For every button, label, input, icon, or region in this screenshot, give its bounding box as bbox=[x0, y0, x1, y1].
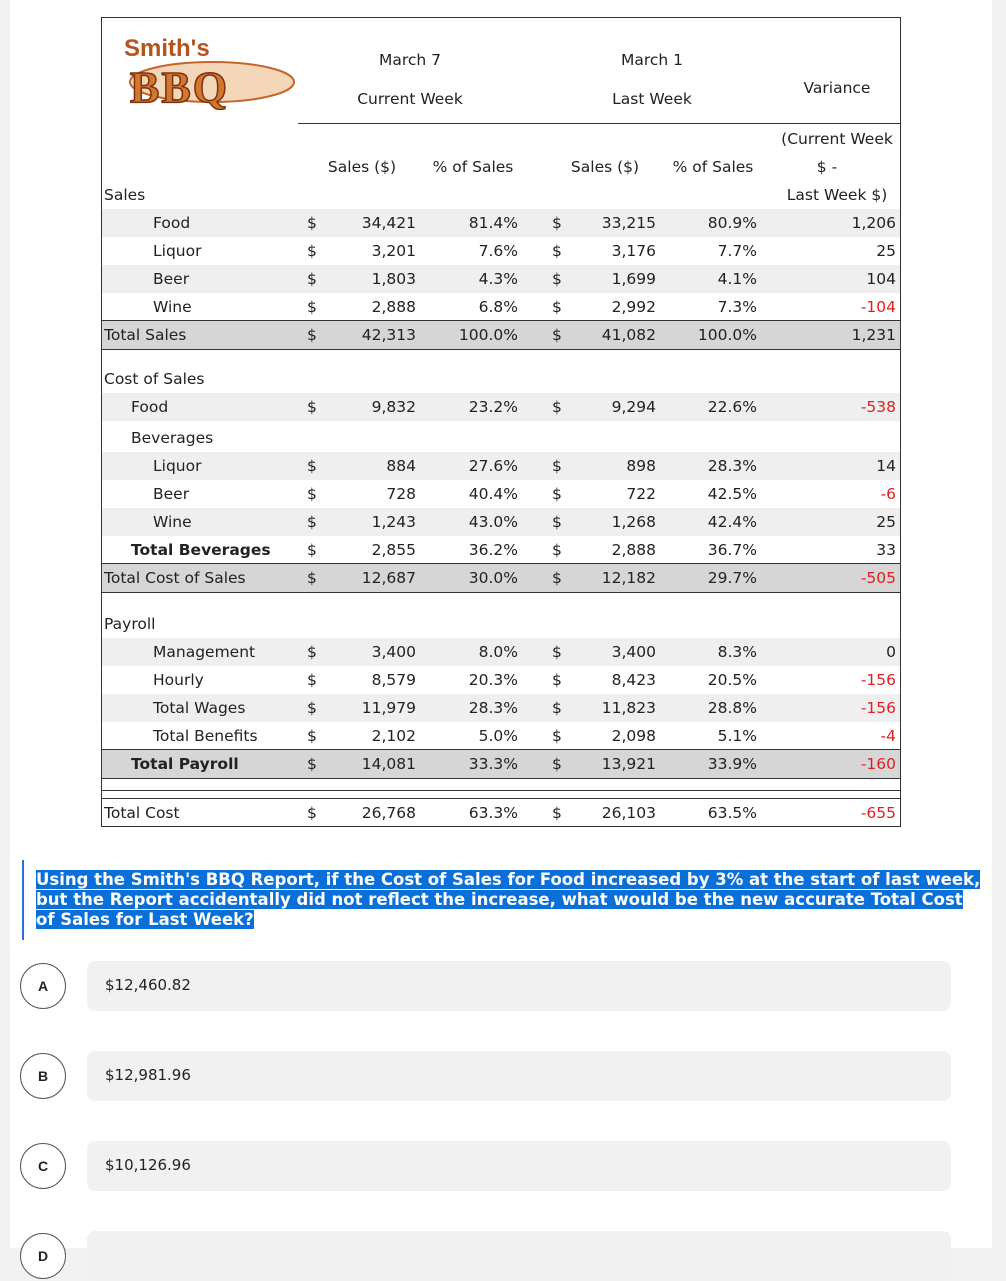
current-sales-cos_liquor: 884 bbox=[386, 457, 416, 475]
last-pct-total_sales: 100.0% bbox=[697, 326, 757, 344]
variance-total_cos: -505 bbox=[860, 569, 896, 587]
last-pct-cos_liquor: 28.3% bbox=[707, 457, 757, 475]
variance-header: Variance bbox=[803, 79, 871, 97]
last-sales-cos_liquor: 898 bbox=[626, 457, 656, 475]
current-sales-wine: 2,888 bbox=[371, 298, 416, 316]
currency-symbol: $ bbox=[307, 298, 317, 316]
currency-symbol: $ bbox=[552, 485, 562, 503]
currency-symbol: $ bbox=[307, 242, 317, 260]
current-sales-management: 3,400 bbox=[371, 643, 416, 661]
currency-symbol: $ bbox=[552, 671, 562, 689]
current-sales-liquor: 3,201 bbox=[371, 242, 416, 260]
currency-symbol: $ bbox=[552, 699, 562, 717]
current-sales-hourly: 8,579 bbox=[371, 671, 416, 689]
last-sales-total_wages: 11,823 bbox=[601, 699, 656, 717]
current-sales-cos_wine: 1,243 bbox=[371, 513, 416, 531]
row-label-cos_wine: Wine bbox=[153, 513, 192, 531]
currency-symbol: $ bbox=[552, 242, 562, 260]
row-label-total_sales: Total Sales bbox=[104, 326, 187, 344]
section-payroll: Payroll bbox=[104, 615, 156, 633]
current-pct-management: 8.0% bbox=[478, 643, 518, 661]
currency-symbol: $ bbox=[552, 457, 562, 475]
currency-symbol: $ bbox=[307, 513, 317, 531]
variance-total_bev: 33 bbox=[876, 541, 896, 559]
current-date-header: March 7 bbox=[378, 51, 442, 69]
last-sales-cos_food: 9,294 bbox=[611, 398, 656, 416]
last-sales-total_benefits: 2,098 bbox=[611, 727, 656, 745]
row-label-total_cos: Total Cost of Sales bbox=[104, 569, 246, 587]
current-pct-food: 81.4% bbox=[468, 214, 518, 232]
current-pct-total_payroll: 33.3% bbox=[468, 755, 518, 773]
current-sales-cos_food: 9,832 bbox=[371, 398, 416, 416]
option-c[interactable] bbox=[87, 1141, 951, 1191]
currency-symbol: $ bbox=[552, 214, 562, 232]
last-sales-total_payroll: 13,921 bbox=[601, 755, 656, 773]
current-sales-total_benefits: 2,102 bbox=[371, 727, 416, 745]
currency-symbol: $ bbox=[307, 457, 317, 475]
current-sales-total_cost: 26,768 bbox=[361, 804, 416, 822]
row-label-cos_beer: Beer bbox=[153, 485, 190, 503]
currency-symbol: $ bbox=[307, 755, 317, 773]
last-pct-total_cos: 29.7% bbox=[707, 569, 757, 587]
last-pct-cos_beer: 42.5% bbox=[707, 485, 757, 503]
option-d-letter[interactable]: D bbox=[20, 1233, 66, 1279]
row-label-hourly: Hourly bbox=[153, 671, 204, 689]
current-week-header: Current Week bbox=[357, 90, 463, 108]
last-sales-beer: 1,699 bbox=[611, 270, 656, 288]
currency-symbol: $ bbox=[307, 804, 317, 822]
variance-cos_beer: -6 bbox=[880, 485, 896, 503]
total-cost-line bbox=[102, 798, 900, 799]
last-week-header: Last Week bbox=[612, 90, 692, 108]
last-pct-food: 80.9% bbox=[707, 214, 757, 232]
variance-total_wages: -156 bbox=[860, 699, 896, 717]
currency-symbol: $ bbox=[552, 541, 562, 559]
current-pct-hourly: 20.3% bbox=[468, 671, 518, 689]
option-d[interactable] bbox=[87, 1231, 951, 1281]
currency-symbol: $ bbox=[307, 326, 317, 344]
currency-symbol: $ bbox=[307, 671, 317, 689]
section-cost-of-sales: Cost of Sales bbox=[104, 370, 205, 388]
currency-symbol: $ bbox=[307, 398, 317, 416]
currency-symbol: $ bbox=[307, 485, 317, 503]
row-label-total_bev: Total Beverages bbox=[131, 541, 271, 559]
row-label-food: Food bbox=[153, 214, 191, 232]
currency-symbol: $ bbox=[307, 727, 317, 745]
option-b-text: $12,981.96 bbox=[105, 1066, 191, 1084]
variance-liquor: 25 bbox=[876, 242, 896, 260]
row-label-liquor: Liquor bbox=[153, 242, 202, 260]
variance-total_cost: -655 bbox=[860, 804, 896, 822]
last-sales-cos_beer: 722 bbox=[626, 485, 656, 503]
variance-wine: -104 bbox=[860, 298, 896, 316]
total-cost-top-line bbox=[102, 790, 900, 791]
current-pct-total_wages: 28.3% bbox=[468, 699, 518, 717]
question-highlight: Using the Smith's BBQ Report, if the Cost of Sales for Food increased by 3% at the start of last week, but the Report accidentally did not reflect the increase, what would be the new accurate Total Cost of Sales for Last Week? bbox=[36, 870, 981, 929]
col-sales-current: Sales ($) bbox=[327, 158, 397, 176]
option-a-text: $12,460.82 bbox=[105, 976, 191, 994]
last-pct-total_bev: 36.7% bbox=[707, 541, 757, 559]
row-label-wine: Wine bbox=[153, 298, 192, 316]
last-pct-hourly: 20.5% bbox=[707, 671, 757, 689]
row-label-total_wages: Total Wages bbox=[153, 699, 246, 717]
currency-symbol: $ bbox=[552, 298, 562, 316]
current-pct-total_bev: 36.2% bbox=[468, 541, 518, 559]
option-c-text: $10,126.96 bbox=[105, 1156, 191, 1174]
currency-symbol: $ bbox=[552, 398, 562, 416]
variance-sub-2: $ - bbox=[816, 158, 838, 176]
option-a-letter[interactable]: A bbox=[20, 963, 66, 1009]
variance-food: 1,206 bbox=[851, 214, 896, 232]
variance-cos_wine: 25 bbox=[876, 513, 896, 531]
current-sales-total_wages: 11,979 bbox=[361, 699, 416, 717]
current-pct-cos_food: 23.2% bbox=[468, 398, 518, 416]
currency-symbol: $ bbox=[552, 804, 562, 822]
section-sales: Sales bbox=[104, 186, 146, 204]
row-label-cos_liquor: Liquor bbox=[153, 457, 202, 475]
last-sales-liquor: 3,176 bbox=[611, 242, 656, 260]
currency-symbol: $ bbox=[307, 541, 317, 559]
row-label-total_benefits: Total Benefits bbox=[153, 727, 258, 745]
option-b-letter[interactable]: B bbox=[20, 1053, 66, 1099]
current-sales-food: 34,421 bbox=[361, 214, 416, 232]
last-pct-total_payroll: 33.9% bbox=[707, 755, 757, 773]
currency-symbol: $ bbox=[307, 643, 317, 661]
last-pct-total_wages: 28.8% bbox=[707, 699, 757, 717]
variance-total_payroll: -160 bbox=[860, 755, 896, 773]
variance-cos_liquor: 14 bbox=[876, 457, 896, 475]
last-sales-total_bev: 2,888 bbox=[611, 541, 656, 559]
variance-sub-3: Last Week $) bbox=[786, 186, 888, 204]
current-pct-cos_wine: 43.0% bbox=[468, 513, 518, 531]
current-sales-beer: 1,803 bbox=[371, 270, 416, 288]
currency-symbol: $ bbox=[552, 643, 562, 661]
last-pct-cos_wine: 42.4% bbox=[707, 513, 757, 531]
currency-symbol: $ bbox=[307, 214, 317, 232]
last-pct-wine: 7.3% bbox=[717, 298, 757, 316]
last-sales-total_cost: 26,103 bbox=[601, 804, 656, 822]
row-label-management: Management bbox=[153, 643, 256, 661]
smiths-bbq-logo bbox=[120, 26, 300, 110]
current-pct-cos_beer: 40.4% bbox=[468, 485, 518, 503]
bbq-report-table bbox=[101, 17, 901, 827]
currency-symbol: $ bbox=[307, 270, 317, 288]
last-sales-total_sales: 41,082 bbox=[601, 326, 656, 344]
current-pct-total_cost: 63.3% bbox=[468, 804, 518, 822]
currency-symbol: $ bbox=[307, 569, 317, 587]
currency-symbol: $ bbox=[552, 569, 562, 587]
last-sales-wine: 2,992 bbox=[611, 298, 656, 316]
col-pct-current: % of Sales bbox=[432, 158, 514, 176]
current-pct-cos_liquor: 27.6% bbox=[468, 457, 518, 475]
current-pct-total_cos: 30.0% bbox=[468, 569, 518, 587]
row-label-total_cost: Total Cost bbox=[104, 804, 180, 822]
last-sales-cos_wine: 1,268 bbox=[611, 513, 656, 531]
variance-management: 0 bbox=[886, 643, 896, 661]
currency-symbol: $ bbox=[552, 755, 562, 773]
current-pct-liquor: 7.6% bbox=[478, 242, 518, 260]
variance-sub-1: (Current Week bbox=[781, 130, 893, 148]
current-pct-total_benefits: 5.0% bbox=[478, 727, 518, 745]
option-b[interactable] bbox=[87, 1051, 951, 1101]
section-beverages: Beverages bbox=[131, 429, 214, 447]
row-label-cos_food: Food bbox=[131, 398, 169, 416]
current-pct-total_sales: 100.0% bbox=[458, 326, 518, 344]
variance-cos_food: -538 bbox=[860, 398, 896, 416]
currency-symbol: $ bbox=[552, 270, 562, 288]
current-sales-total_payroll: 14,081 bbox=[361, 755, 416, 773]
last-sales-food: 33,215 bbox=[601, 214, 656, 232]
current-sales-cos_beer: 728 bbox=[386, 485, 416, 503]
last-pct-cos_food: 22.6% bbox=[707, 398, 757, 416]
current-pct-wine: 6.8% bbox=[478, 298, 518, 316]
last-sales-hourly: 8,423 bbox=[611, 671, 656, 689]
option-c-letter[interactable]: C bbox=[20, 1143, 66, 1189]
last-pct-total_cost: 63.5% bbox=[707, 804, 757, 822]
col-sales-last: Sales ($) bbox=[570, 158, 640, 176]
current-pct-beer: 4.3% bbox=[478, 270, 518, 288]
current-sales-total_cos: 12,687 bbox=[361, 569, 416, 587]
currency-symbol: $ bbox=[552, 513, 562, 531]
variance-hourly: -156 bbox=[860, 671, 896, 689]
option-a[interactable] bbox=[87, 961, 951, 1011]
logo-brand-bottom: BBQ bbox=[130, 63, 229, 110]
variance-total_benefits: -4 bbox=[880, 727, 896, 745]
last-date-header: March 1 bbox=[620, 51, 684, 69]
last-pct-beer: 4.1% bbox=[717, 270, 757, 288]
question-text bbox=[22, 860, 981, 940]
currency-symbol: $ bbox=[552, 326, 562, 344]
currency-symbol: $ bbox=[552, 727, 562, 745]
header-underline bbox=[298, 123, 900, 124]
currency-symbol: $ bbox=[307, 699, 317, 717]
logo-brand-top: Smith's bbox=[124, 35, 210, 62]
variance-beer: 104 bbox=[866, 270, 896, 288]
last-pct-liquor: 7.7% bbox=[717, 242, 757, 260]
last-sales-total_cos: 12,182 bbox=[601, 569, 656, 587]
current-sales-total_bev: 2,855 bbox=[371, 541, 416, 559]
variance-total_sales: 1,231 bbox=[851, 326, 896, 344]
row-label-total_payroll: Total Payroll bbox=[131, 755, 239, 773]
current-sales-total_sales: 42,313 bbox=[361, 326, 416, 344]
col-pct-last: % of Sales bbox=[672, 158, 754, 176]
last-sales-management: 3,400 bbox=[611, 643, 656, 661]
row-label-beer: Beer bbox=[153, 270, 190, 288]
last-pct-total_benefits: 5.1% bbox=[717, 727, 757, 745]
last-pct-management: 8.3% bbox=[717, 643, 757, 661]
